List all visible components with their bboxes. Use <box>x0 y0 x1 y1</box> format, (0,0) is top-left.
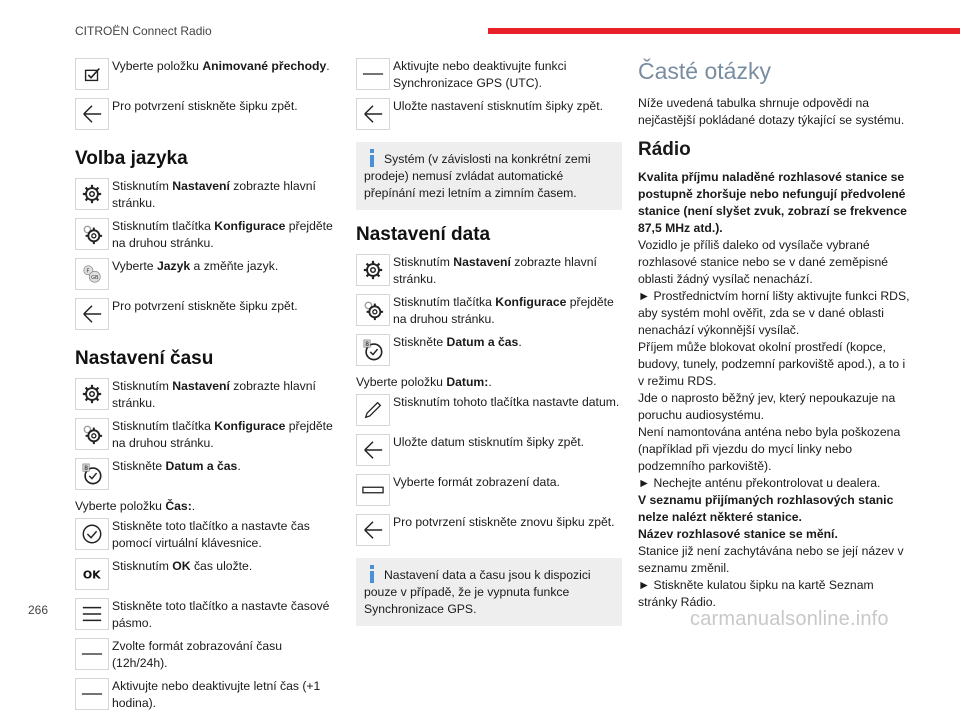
step-row <box>356 294 622 330</box>
gears-icon <box>75 218 109 250</box>
clock-icon <box>356 334 390 366</box>
faq-question: V seznamu přijímaných rozhlasových stanic nelze nalézt některé stanice. <box>638 493 894 524</box>
step-text: Aktivujte nebo deaktivujte funkci Synchronizace GPS (UTC). <box>393 59 567 90</box>
step-row <box>75 98 337 134</box>
step-row <box>356 514 622 550</box>
page-number: 266 <box>28 603 49 617</box>
step-row <box>75 418 337 454</box>
faq-answer: Jde o naprosto běžný jev, který nepoukazuje na poruchu audiosystému. <box>638 391 896 422</box>
step-row <box>356 98 622 134</box>
step-row <box>75 378 337 414</box>
menu-icon <box>75 598 109 630</box>
step-text: Stisknutím OK čas uložte. <box>112 559 253 573</box>
note-text: Systém (v závislosti na konkrétní zemi prodeje) nemusí zvládat automatické přepínání mezi letním a zimním časem. <box>364 152 591 200</box>
step-row <box>356 58 622 94</box>
time-steps <box>75 378 337 494</box>
column-left <box>75 58 337 718</box>
section-title-date: Nastavení data <box>356 224 491 245</box>
check-box-icon <box>75 58 109 90</box>
faq-intro: Níže uvedená tabulka shrnuje odpovědi na nejčastější pokládané dotazy týkající se systému. <box>638 96 905 127</box>
step-text: Pro potvrzení stiskněte šipku zpět. <box>112 99 298 113</box>
faq-answer: ► Nechejte anténu překontrolovat u dealera. <box>638 476 881 490</box>
faq-answer: Příjem může blokovat okolní prostředí (kopce, budovy, tunely, podzemní parkoviště apod.), a to i v režimu RDS. <box>638 340 906 388</box>
arrow-back-icon <box>356 98 390 130</box>
step-text: Stisknutím tohoto tlačítka nastavte datum. <box>393 395 620 409</box>
step-text: Stiskněte Datum a čas. <box>112 459 241 473</box>
clock-icon <box>75 458 109 490</box>
gear-icon <box>75 378 109 410</box>
step-text: Stiskněte toto tlačítko a nastavte časové pásmo. <box>112 599 330 630</box>
step-text: Vyberte položku Animované přechody. <box>112 59 330 73</box>
arrow-back-icon <box>75 98 109 130</box>
step-text: Stisknutím tlačítka Konfigurace přejděte na druhou stránku. <box>393 295 614 326</box>
info-icon <box>364 149 380 167</box>
step-row <box>356 434 622 470</box>
toggle-icon <box>75 678 109 710</box>
step-row <box>75 218 337 254</box>
watermark: carmanualsonline.info <box>690 608 889 630</box>
arrow-back-icon <box>75 298 109 330</box>
note-box-gps <box>356 558 622 626</box>
step-text: Stiskněte Datum a čas. <box>393 335 522 349</box>
gears-icon <box>75 418 109 450</box>
note-text: Nastavení data a času jsou k dispozici pouze v případě, že je vypnuta funkce Synchronizace GPS. <box>364 568 591 616</box>
note-box-dst <box>356 142 622 210</box>
faq-answer: Stanice již není zachytávána nebo se její název v seznamu změnil. <box>638 544 904 575</box>
step-row <box>356 474 622 510</box>
step-text: Aktivujte nebo deaktivujte letní čas (+1 hodina). <box>112 679 321 710</box>
svg-text:8: 8 <box>365 341 370 349</box>
pencil-icon <box>356 394 390 426</box>
time-steps-2 <box>75 518 337 714</box>
section-title-language: Volba jazyka <box>75 148 188 169</box>
step-row <box>356 254 622 290</box>
date-steps <box>356 254 622 370</box>
step-row <box>75 178 337 214</box>
arrow-back-icon <box>356 434 390 466</box>
step-text: Zvolte formát zobrazování času (12h/24h). <box>112 639 283 670</box>
faq-answer: ► Prostřednictvím horní lišty aktivujte funkci RDS, aby systém mohl ověřit, zda se v dané oblasti nenachází výkonnější vysílač. <box>638 289 910 337</box>
step-row <box>75 258 337 294</box>
step-text: Uložte datum stisknutím šipky zpět. <box>393 435 585 449</box>
step-text: Vyberte formát zobrazení data. <box>393 475 560 489</box>
step-text: Vyberte Jazyk a změňte jazyk. <box>112 259 279 273</box>
column-middle <box>356 58 622 636</box>
time-select-label: Vyberte položku Čas:. <box>75 499 196 513</box>
step-row <box>75 298 337 334</box>
step-row <box>356 394 622 430</box>
gears-icon <box>356 294 390 326</box>
svg-text:OK: OK <box>82 568 101 582</box>
column-right <box>638 58 910 611</box>
step-row <box>75 458 337 494</box>
top-rows <box>75 58 337 134</box>
faq-question: Kvalita příjmu naladěné rozhlasové stanice se postupně zhoršuje nebo nefungují předvolené stanice (není slyšet zvuk, zobrazí se frekvence 87,5 MHz atd.). <box>638 170 907 235</box>
info-icon <box>364 565 380 583</box>
header-accent-bar <box>488 28 960 34</box>
step-text: Uložte nastavení stisknutím šipky zpět. <box>393 99 603 113</box>
svg-text:8: 8 <box>84 465 89 473</box>
toggle-icon <box>356 58 390 90</box>
step-row <box>75 678 337 714</box>
ok-icon <box>75 558 109 590</box>
step-text: Stisknutím Nastavení zobrazte hlavní stránku. <box>112 179 316 210</box>
date-select-label: Vyberte položku Datum:. <box>356 375 492 389</box>
faq-answer: Vozidlo je příliš daleko od vysílače vybrané rozhlasové stanice nebo se v dané zeměpisné oblasti žádný vysílač nenachází. <box>638 238 888 286</box>
date-steps-2 <box>356 394 622 550</box>
step-row <box>356 334 622 370</box>
step-text: Stisknutím tlačítka Konfigurace přejděte na druhou stránku. <box>112 419 333 450</box>
section-title-time: Nastavení času <box>75 348 214 369</box>
step-text: Pro potvrzení stiskněte znovu šipku zpět. <box>393 515 615 529</box>
check-circle-icon <box>75 518 109 550</box>
faq-title: Časté otázky <box>638 58 771 84</box>
faq-answer: ► Stiskněte kulatou šipku na kartě Seznam stránky Rádio. <box>638 578 874 609</box>
step-text: Stisknutím Nastavení zobrazte hlavní stránku. <box>112 379 316 410</box>
step-row <box>75 558 337 594</box>
svg-text:GB: GB <box>91 274 99 281</box>
step-row <box>75 518 337 554</box>
step-row <box>75 598 337 634</box>
step-row <box>75 58 337 94</box>
top-rows <box>356 58 622 134</box>
language-flag-icon <box>75 258 109 290</box>
faq-answer: Není namontována anténa nebo byla poškozena (například při vjezdu do mycí linky nebo podzemního parkoviště). <box>638 425 901 473</box>
step-text: Stisknutím Nastavení zobrazte hlavní stránku. <box>393 255 597 286</box>
toggle-icon <box>75 638 109 670</box>
step-text: Stiskněte toto tlačítko a nastavte čas pomocí virtuální klávesnice. <box>112 519 310 550</box>
svg-text:F: F <box>86 268 90 275</box>
header-title: CITROËN Connect Radio <box>75 24 212 38</box>
language-steps <box>75 178 337 334</box>
faq-paragraphs <box>638 169 910 611</box>
gear-icon <box>75 178 109 210</box>
format-box-icon <box>356 474 390 506</box>
arrow-back-icon <box>356 514 390 546</box>
step-text: Pro potvrzení stiskněte šipku zpět. <box>112 299 298 313</box>
step-text: Stisknutím tlačítka Konfigurace přejděte na druhou stránku. <box>112 219 333 250</box>
faq-question: Název rozhlasové stanice se mění. <box>638 527 838 541</box>
gear-icon <box>356 254 390 286</box>
faq-subtitle-radio: Rádio <box>638 139 691 160</box>
step-row <box>75 638 337 674</box>
